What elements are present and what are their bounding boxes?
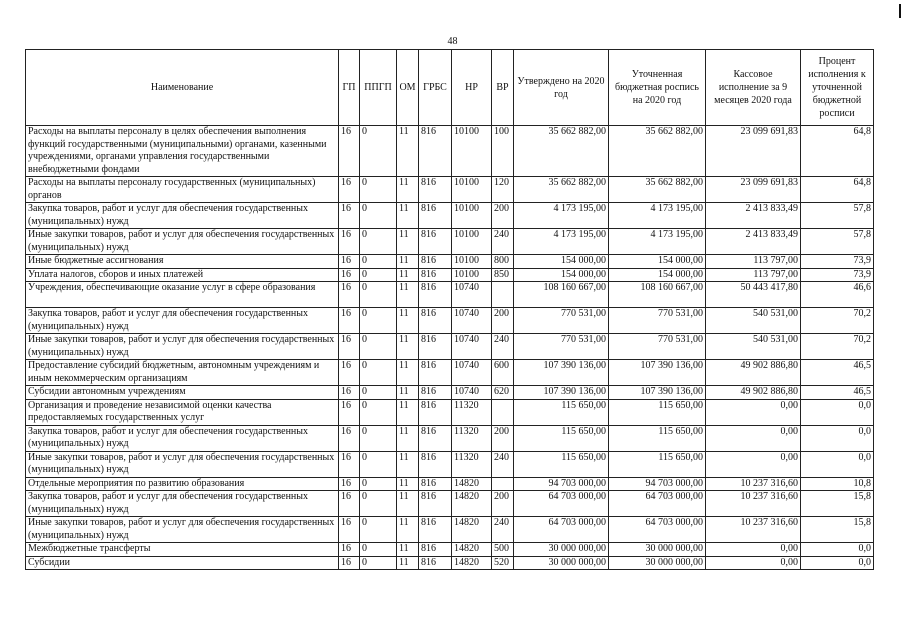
cell-gp: 16: [339, 477, 360, 491]
cell-approved: 35 662 882,00: [514, 126, 609, 177]
cell-np: 11320: [452, 399, 492, 425]
page-number: 48: [447, 36, 458, 47]
cell-gp: 16: [339, 229, 360, 255]
cell-vr: 520: [492, 556, 514, 570]
cell-gp: 16: [339, 399, 360, 425]
cell-gp: 16: [339, 177, 360, 203]
cell-gp: 16: [339, 126, 360, 177]
cell-ppgp: 0: [360, 203, 397, 229]
cell-gp: 16: [339, 360, 360, 386]
cell-cash: 23 099 691,83: [706, 177, 801, 203]
budget-table: [25, 49, 874, 570]
cell-name: Предоставление субсидий бюджетным, автономным учреждениям и иным некоммерческим организациям: [26, 360, 339, 386]
table-row: [26, 491, 874, 517]
cell-ppgp: 0: [360, 229, 397, 255]
cell-grbs: 816: [419, 334, 452, 360]
cell-name: Иные закупки товаров, работ и услуг для обеспечения государственных (муниципальных) нужд: [26, 517, 339, 543]
cell-refined: 154 000,00: [609, 268, 706, 282]
cell-approved: 770 531,00: [514, 334, 609, 360]
header-name: Наименование: [26, 50, 339, 126]
cell-np: 10100: [452, 203, 492, 229]
cell-refined: 94 703 000,00: [609, 477, 706, 491]
table-row: [26, 477, 874, 491]
cell-np: 10740: [452, 360, 492, 386]
cell-om: 11: [397, 334, 419, 360]
cell-grbs: 816: [419, 282, 452, 308]
cell-ppgp: 0: [360, 282, 397, 308]
cell-percent: 46,6: [801, 282, 874, 308]
table-row: [26, 451, 874, 477]
cell-cash: 113 797,00: [706, 268, 801, 282]
cell-refined: 770 531,00: [609, 308, 706, 334]
cell-name: Уплата налогов, сборов и иных платежей: [26, 268, 339, 282]
cell-om: 11: [397, 399, 419, 425]
cell-cash: 540 531,00: [706, 308, 801, 334]
cell-refined: 30 000 000,00: [609, 543, 706, 557]
cell-vr: 240: [492, 517, 514, 543]
cell-percent: 73,9: [801, 255, 874, 269]
cell-np: 10740: [452, 386, 492, 400]
cell-ppgp: 0: [360, 268, 397, 282]
cell-percent: 73,9: [801, 268, 874, 282]
edge-mark: [899, 4, 901, 18]
cell-gp: 16: [339, 334, 360, 360]
cell-om: 11: [397, 425, 419, 451]
cell-percent: 0,0: [801, 556, 874, 570]
cell-approved: 64 703 000,00: [514, 517, 609, 543]
cell-grbs: 816: [419, 268, 452, 282]
table-row: [26, 399, 874, 425]
cell-np: 10100: [452, 255, 492, 269]
header-grbs: ГРБС: [419, 50, 452, 126]
cell-name: Субсидии автономным учреждениям: [26, 386, 339, 400]
cell-name: Расходы на выплаты персоналу в целях обеспечения выполнения функций государственными (муниципальными) органами, казенными учреждениями, органами управления государственными внебюджетными фондами: [26, 126, 339, 177]
cell-om: 11: [397, 308, 419, 334]
cell-refined: 4 173 195,00: [609, 203, 706, 229]
header-gp: ГП: [339, 50, 360, 126]
header-vr: ВР: [492, 50, 514, 126]
cell-percent: 46,5: [801, 360, 874, 386]
cell-grbs: 816: [419, 308, 452, 334]
cell-gp: 16: [339, 386, 360, 400]
cell-om: 11: [397, 517, 419, 543]
cell-refined: 64 703 000,00: [609, 517, 706, 543]
cell-vr: 500: [492, 543, 514, 557]
cell-om: 11: [397, 126, 419, 177]
cell-ppgp: 0: [360, 386, 397, 400]
table-row: [26, 229, 874, 255]
cell-approved: 115 650,00: [514, 451, 609, 477]
cell-refined: 107 390 136,00: [609, 360, 706, 386]
cell-np: 14820: [452, 491, 492, 517]
cell-refined: 770 531,00: [609, 334, 706, 360]
table-row: [26, 360, 874, 386]
cell-ppgp: 0: [360, 399, 397, 425]
cell-refined: 154 000,00: [609, 255, 706, 269]
cell-cash: 2 413 833,49: [706, 229, 801, 255]
cell-cash: 113 797,00: [706, 255, 801, 269]
table-body: [26, 126, 874, 570]
cell-percent: 0,0: [801, 451, 874, 477]
cell-percent: 64,8: [801, 177, 874, 203]
cell-ppgp: 0: [360, 334, 397, 360]
table-row: [26, 517, 874, 543]
cell-refined: 64 703 000,00: [609, 491, 706, 517]
cell-name: Закупка товаров, работ и услуг для обеспечения государственных (муниципальных) нужд: [26, 308, 339, 334]
cell-refined: 107 390 136,00: [609, 386, 706, 400]
cell-vr: [492, 477, 514, 491]
table-row: [26, 268, 874, 282]
cell-om: 11: [397, 386, 419, 400]
cell-name: Иные закупки товаров, работ и услуг для обеспечения государственных (муниципальных) нужд: [26, 229, 339, 255]
cell-grbs: 816: [419, 177, 452, 203]
cell-cash: 0,00: [706, 451, 801, 477]
cell-name: Межбюджетные трансферты: [26, 543, 339, 557]
cell-gp: 16: [339, 556, 360, 570]
cell-gp: 16: [339, 425, 360, 451]
cell-om: 11: [397, 268, 419, 282]
cell-percent: 70,2: [801, 308, 874, 334]
cell-grbs: 816: [419, 386, 452, 400]
cell-vr: [492, 399, 514, 425]
header-percent: Процент исполнения к уточненной бюджетной росписи: [801, 50, 874, 126]
cell-np: 10740: [452, 308, 492, 334]
cell-percent: 0,0: [801, 543, 874, 557]
cell-vr: 200: [492, 308, 514, 334]
cell-cash: 50 443 417,80: [706, 282, 801, 308]
cell-om: 11: [397, 543, 419, 557]
cell-percent: 57,8: [801, 229, 874, 255]
cell-np: 14820: [452, 477, 492, 491]
cell-om: 11: [397, 451, 419, 477]
header-cash: Кассовое исполнение за 9 месяцев 2020 года: [706, 50, 801, 126]
cell-refined: 35 662 882,00: [609, 177, 706, 203]
cell-om: 11: [397, 177, 419, 203]
cell-name: Расходы на выплаты персоналу государственных (муниципальных) органов: [26, 177, 339, 203]
cell-ppgp: 0: [360, 255, 397, 269]
cell-percent: 10,8: [801, 477, 874, 491]
cell-gp: 16: [339, 491, 360, 517]
cell-approved: 154 000,00: [514, 268, 609, 282]
cell-cash: 10 237 316,60: [706, 477, 801, 491]
cell-approved: 115 650,00: [514, 399, 609, 425]
cell-grbs: 816: [419, 255, 452, 269]
cell-cash: 2 413 833,49: [706, 203, 801, 229]
cell-vr: 100: [492, 126, 514, 177]
cell-np: 10100: [452, 177, 492, 203]
cell-ppgp: 0: [360, 477, 397, 491]
cell-name: Учреждения, обеспечивающие оказание услуг в сфере образования: [26, 282, 339, 308]
cell-approved: 4 173 195,00: [514, 229, 609, 255]
cell-om: 11: [397, 255, 419, 269]
cell-ppgp: 0: [360, 491, 397, 517]
cell-name: Организация и проведение независимой оценки качества предоставляемых государственных услуг: [26, 399, 339, 425]
cell-grbs: 816: [419, 399, 452, 425]
cell-np: 14820: [452, 543, 492, 557]
cell-grbs: 816: [419, 360, 452, 386]
cell-cash: 0,00: [706, 543, 801, 557]
table-row: [26, 386, 874, 400]
cell-gp: 16: [339, 203, 360, 229]
cell-refined: 115 650,00: [609, 399, 706, 425]
cell-om: 11: [397, 556, 419, 570]
cell-om: 11: [397, 491, 419, 517]
cell-grbs: 816: [419, 556, 452, 570]
cell-grbs: 816: [419, 477, 452, 491]
cell-name: Субсидии: [26, 556, 339, 570]
cell-np: 14820: [452, 517, 492, 543]
cell-percent: 70,2: [801, 334, 874, 360]
table-row: [26, 177, 874, 203]
cell-ppgp: 0: [360, 425, 397, 451]
cell-vr: 240: [492, 229, 514, 255]
cell-percent: 0,0: [801, 399, 874, 425]
table-row: [26, 425, 874, 451]
cell-ppgp: 0: [360, 517, 397, 543]
cell-np: 11320: [452, 451, 492, 477]
cell-np: 10740: [452, 334, 492, 360]
cell-refined: 35 662 882,00: [609, 126, 706, 177]
cell-name: Иные закупки товаров, работ и услуг для обеспечения государственных (муниципальных) нужд: [26, 451, 339, 477]
cell-refined: 4 173 195,00: [609, 229, 706, 255]
cell-om: 11: [397, 360, 419, 386]
header-ppgp: ППГП: [360, 50, 397, 126]
cell-approved: 30 000 000,00: [514, 543, 609, 557]
header-om: ОМ: [397, 50, 419, 126]
cell-name: Закупка товаров, работ и услуг для обеспечения государственных (муниципальных) нужд: [26, 425, 339, 451]
cell-om: 11: [397, 477, 419, 491]
cell-percent: 0,0: [801, 425, 874, 451]
table-header-row: [26, 50, 874, 126]
cell-ppgp: 0: [360, 360, 397, 386]
cell-vr: 800: [492, 255, 514, 269]
cell-approved: 107 390 136,00: [514, 386, 609, 400]
cell-ppgp: 0: [360, 308, 397, 334]
cell-np: 10100: [452, 268, 492, 282]
cell-om: 11: [397, 229, 419, 255]
cell-vr: 600: [492, 360, 514, 386]
cell-np: 14820: [452, 556, 492, 570]
cell-approved: 94 703 000,00: [514, 477, 609, 491]
cell-approved: 107 390 136,00: [514, 360, 609, 386]
cell-gp: 16: [339, 268, 360, 282]
cell-percent: 15,8: [801, 491, 874, 517]
table-row: [26, 556, 874, 570]
cell-refined: 108 160 667,00: [609, 282, 706, 308]
cell-percent: 57,8: [801, 203, 874, 229]
cell-approved: 108 160 667,00: [514, 282, 609, 308]
cell-ppgp: 0: [360, 177, 397, 203]
cell-vr: 200: [492, 425, 514, 451]
cell-approved: 35 662 882,00: [514, 177, 609, 203]
cell-cash: 0,00: [706, 556, 801, 570]
cell-name: Закупка товаров, работ и услуг для обеспечения государственных (муниципальных) нужд: [26, 491, 339, 517]
cell-cash: 0,00: [706, 425, 801, 451]
cell-ppgp: 0: [360, 451, 397, 477]
cell-cash: 0,00: [706, 399, 801, 425]
table-row: [26, 282, 874, 308]
cell-gp: 16: [339, 282, 360, 308]
cell-name: Иные бюджетные ассигнования: [26, 255, 339, 269]
cell-vr: 240: [492, 334, 514, 360]
cell-vr: 200: [492, 203, 514, 229]
cell-cash: 49 902 886,80: [706, 360, 801, 386]
cell-grbs: 816: [419, 229, 452, 255]
cell-grbs: 816: [419, 451, 452, 477]
cell-cash: 10 237 316,60: [706, 491, 801, 517]
cell-ppgp: 0: [360, 556, 397, 570]
cell-vr: [492, 282, 514, 308]
cell-gp: 16: [339, 308, 360, 334]
cell-np: 10100: [452, 229, 492, 255]
cell-cash: 540 531,00: [706, 334, 801, 360]
cell-gp: 16: [339, 255, 360, 269]
cell-approved: 64 703 000,00: [514, 491, 609, 517]
cell-refined: 115 650,00: [609, 451, 706, 477]
cell-grbs: 816: [419, 126, 452, 177]
table-row: [26, 308, 874, 334]
cell-np: 10100: [452, 126, 492, 177]
cell-om: 11: [397, 203, 419, 229]
cell-cash: 10 237 316,60: [706, 517, 801, 543]
cell-approved: 4 173 195,00: [514, 203, 609, 229]
cell-vr: 850: [492, 268, 514, 282]
cell-np: 11320: [452, 425, 492, 451]
cell-refined: 30 000 000,00: [609, 556, 706, 570]
cell-approved: 154 000,00: [514, 255, 609, 269]
cell-vr: 240: [492, 451, 514, 477]
table-row: [26, 334, 874, 360]
header-np: НР: [452, 50, 492, 126]
header-refined: Уточненная бюджетная роспись на 2020 год: [609, 50, 706, 126]
cell-cash: 49 902 886,80: [706, 386, 801, 400]
cell-grbs: 816: [419, 517, 452, 543]
table-row: [26, 543, 874, 557]
cell-approved: 770 531,00: [514, 308, 609, 334]
cell-gp: 16: [339, 543, 360, 557]
cell-percent: 64,8: [801, 126, 874, 177]
cell-percent: 15,8: [801, 517, 874, 543]
cell-vr: 620: [492, 386, 514, 400]
cell-vr: 200: [492, 491, 514, 517]
cell-ppgp: 0: [360, 543, 397, 557]
cell-gp: 16: [339, 517, 360, 543]
cell-grbs: 816: [419, 425, 452, 451]
cell-grbs: 816: [419, 203, 452, 229]
cell-np: 10740: [452, 282, 492, 308]
cell-vr: 120: [492, 177, 514, 203]
cell-approved: 115 650,00: [514, 425, 609, 451]
cell-grbs: 816: [419, 543, 452, 557]
table-row: [26, 203, 874, 229]
cell-approved: 30 000 000,00: [514, 556, 609, 570]
header-approved: Утверждено на 2020 год: [514, 50, 609, 126]
table-row: [26, 126, 874, 177]
cell-ppgp: 0: [360, 126, 397, 177]
cell-refined: 115 650,00: [609, 425, 706, 451]
cell-om: 11: [397, 282, 419, 308]
cell-gp: 16: [339, 451, 360, 477]
cell-name: Отдельные мероприятия по развитию образования: [26, 477, 339, 491]
cell-percent: 46,5: [801, 386, 874, 400]
cell-cash: 23 099 691,83: [706, 126, 801, 177]
cell-grbs: 816: [419, 491, 452, 517]
cell-name: Иные закупки товаров, работ и услуг для обеспечения государственных (муниципальных) нужд: [26, 334, 339, 360]
cell-name: Закупка товаров, работ и услуг для обеспечения государственных (муниципальных) нужд: [26, 203, 339, 229]
table-row: [26, 255, 874, 269]
